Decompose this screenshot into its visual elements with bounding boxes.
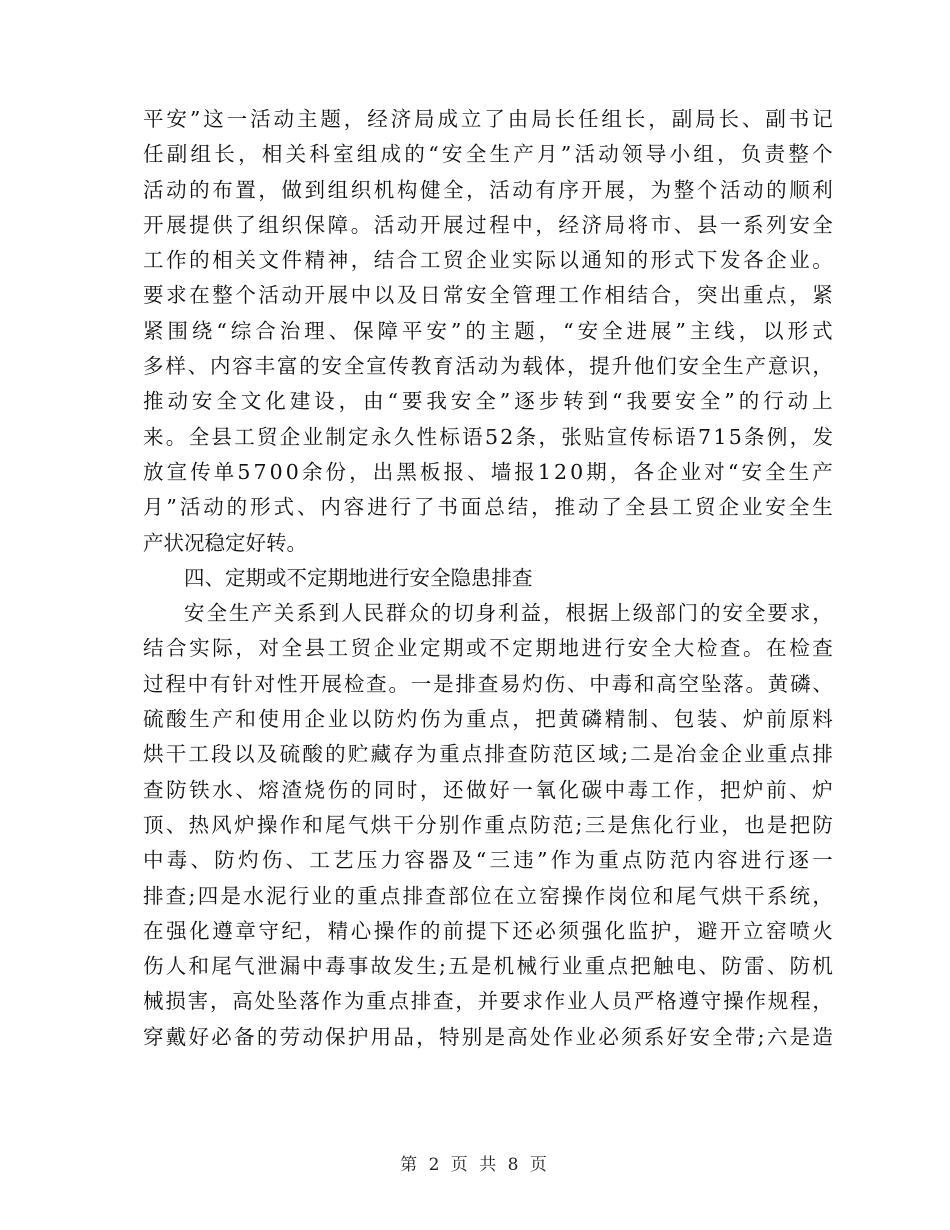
text-line: 在 强 化 遵 章 守 纪 ， 精 心 操 作 的 前 提 下 还 必 须 强 化 监 护 ， 避 开 立 窑 喷 火 <box>143 918 833 943</box>
text-line: 推 动 安 全 文 化 建 设 ， 由 “ 要 我 安 全 ” 逐 步 转 到 “ 我 要 安 全 ” 的 行 动 上 <box>143 389 833 414</box>
text-line: 产状况稳定好转。 <box>143 530 307 555</box>
text-line: 烘 干 工 段 以 及 硫 酸 的 贮 藏 存 为 重 点 排 查 防 范 区 域 ; 二 是 冶 金 企 业 重 点 排 <box>143 742 833 767</box>
text-line: 平 安 ” 这 一 活 动 主 题 ， 经 济 局 成 立 了 由 局 长 任 组 长 ， 副 局 长 、 副 书 记 <box>143 107 833 131</box>
section-heading: 四、定期或不定期地进行安全隐患排查 <box>184 565 533 590</box>
text-line: 放 宣 传 单 5 7 0 0 余 份 ， 出 黑 板 报 、 墙 报 1 2 0 期 ， 各 企 业 对 “ 安 全 生 产 <box>143 459 833 484</box>
text-line: 活 动 的 布 置 ， 做 到 组 织 机 构 健 全 ， 活 动 有 序 开 展 ， 为 整 个 活 动 的 顺 利 <box>143 177 833 202</box>
text-line: 任 副 组 长 ， 相 关 科 室 组 成 的 “ 安 全 生 产 月 ” 活 动 领 导 小 组 ， 负 责 整 个 <box>143 142 833 167</box>
text-line: 多 样 、 内 容 丰 富 的 安 全 宣 传 教 育 活 动 为 载 体 ， 提 升 他 们 安 全 生 产 意 识 ， <box>143 354 833 379</box>
text-line: 紧 围 绕 “ 综 合 治 理 、 保 障 平 安 ” 的 主 题 ， “ 安 全 进 展 ” 主 线 ， 以 形 式 <box>143 318 833 343</box>
text-line: 工 作 的 相 关 文 件 精 神 ， 结 合 工 贸 企 业 实 际 以 通 知 的 形 式 下 发 各 企 业 。 <box>143 248 833 273</box>
text-line: 中 毒 、 防 灼 伤 、 工 艺 压 力 容 器 及 “ 三 违 ” 作 为 重 点 防 范 内 容 进 行 逐 一 <box>143 848 833 873</box>
text-line: 硫 酸 生 产 和 使 用 企 业 以 防 灼 伤 为 重 点 ， 把 黄 磷 精 制 、 包 装 、 炉 前 原 料 <box>143 707 833 732</box>
text-line: 械 损 害 ， 高 处 坠 落 作 为 重 点 排 查 ， 并 要 求 作 业 人 员 严 格 遵 守 操 作 规 程 ， <box>143 989 833 1014</box>
document-body <box>143 102 833 1055</box>
text-line: 结 合 实 际 ， 对 全 县 工 贸 企 业 定 期 或 不 定 期 地 进 行 安 全 大 检 查 。 在 检 查 <box>143 636 833 661</box>
text-line: 过 程 中 有 针 对 性 开 展 检 查 。 一 是 排 查 易 灼 伤 、 中 毒 和 高 空 坠 落 。 黄 磷 、 <box>143 671 833 696</box>
text-line: 顶 、 热 风 炉 操 作 和 尾 气 烘 干 分 别 作 重 点 防 范 ; 三 是 焦 化 行 业 ， 也 是 把 防 <box>143 812 833 837</box>
text-line: 穿 戴 好 必 备 的 劳 动 保 护 用 品 ， 特 别 是 高 处 作 业 必 须 系 好 安 全 带 ; 六 是 造 <box>143 1024 833 1049</box>
text-line: 开 展 提 供 了 组 织 保 障 。 活 动 开 展 过 程 中 ， 经 济 局 将 市 、 县 一 系 列 安 全 <box>143 212 833 237</box>
page-number-footer: 第 2 页 共 8 页 <box>400 1155 550 1175</box>
text-line: 伤 人 和 尾 气 泄 漏 中 毒 事 故 发 生 ; 五 是 机 械 行 业 重 点 把 触 电 、 防 雷 、 防 机 <box>143 954 833 979</box>
text-line: 排 查 ; 四 是 水 泥 行 业 的 重 点 排 查 部 位 在 立 窑 操 作 岗 位 和 尾 气 烘 干 系 统 ， <box>143 883 833 908</box>
text-line: 要 求 在 整 个 活 动 开 展 中 以 及 日 常 安 全 管 理 工 作 相 结 合 ， 突 出 重 点 ， 紧 <box>143 283 833 308</box>
text-line: 月 ” 活 动 的 形 式 、 内 容 进 行 了 书 面 总 结 ， 推 动 了 全 县 工 贸 企 业 安 全 生 <box>143 495 833 520</box>
text-line: 查 防 铁 水 、 熔 渣 烧 伤 的 同 时 ， 还 做 好 一 氧 化 碳 中 毒 工 作 ， 把 炉 前 、 炉 <box>143 777 833 802</box>
text-line: 来 。 全 县 工 贸 企 业 制 定 永 久 性 标 语 5 2 条 ， 张 贴 宣 传 标 语 7 1 5 条 例 ， 发 <box>143 424 833 449</box>
paragraph-first-line: 安 全 生 产 关 系 到 人 民 群 众 的 切 身 利 益 ， 根 据 上 级 部 门 的 安 全 要 求 ， <box>184 601 833 626</box>
